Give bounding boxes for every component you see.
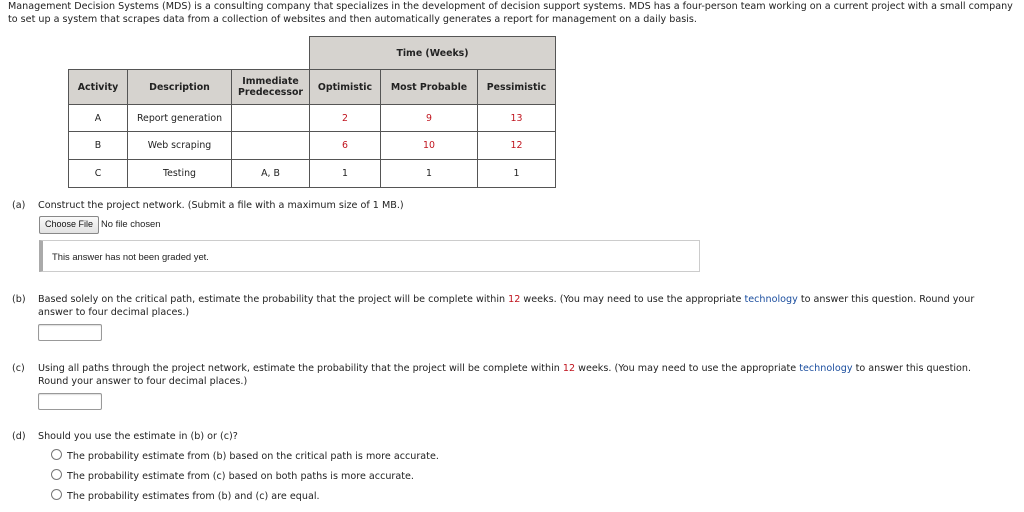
grading-status-box [39,240,700,272]
activity-cell: A [69,105,128,132]
header-predecessor: Immediate Predecessor [232,70,310,105]
activity-cell: B [69,132,128,160]
header-most-probable: Most Probable [381,70,478,105]
radio-button[interactable] [51,489,62,500]
radio-button[interactable] [51,469,62,480]
predecessor-cell [232,105,310,132]
most-probable-cell: 9 [381,105,478,132]
most-probable-cell: 10 [381,132,478,160]
weeks-value: 12 [562,363,576,374]
weeks-value: 12 [508,294,521,305]
radio-option-b[interactable]: The probability estimate from (b) based on the critical path is more accurate. [51,449,439,463]
radio-option-c[interactable]: The probability estimate from (c) based on both paths is more accurate. [51,469,414,483]
table-row [69,105,556,132]
header-activity: Activity [69,70,128,105]
optimistic-cell: 2 [310,105,381,132]
radio-button[interactable] [51,449,62,460]
activity-cell: C [69,160,128,188]
predecessor-cell: A, B [232,160,310,188]
no-file-label: No file chosen [101,218,161,229]
description-cell: Web scraping [128,132,232,160]
technology-link[interactable]: technology [799,363,853,374]
time-weeks-header: Time (Weeks) [310,37,556,70]
part-b-answer-input[interactable] [38,324,102,341]
pessimistic-cell: 1 [478,160,556,188]
description-cell: Testing [128,160,232,188]
most-probable-cell: 1 [381,160,478,188]
activity-time-table [68,36,556,188]
description-cell: Report generation [128,105,232,132]
table-row [69,132,556,160]
header-optimistic: Optimistic [310,70,381,105]
pessimistic-cell: 12 [478,132,556,160]
problem-intro: Management Decision Systems (MDS) is a consulting company that specializes in the development of decision support systems. MDS has a four-person team working on a current project with a small company to set up a system that scrapes data from a collection of websites and then automatically generates a report for management on a daily basis. [8,1,1013,25]
header-pessimistic: Pessimistic [478,70,556,105]
pessimistic-cell: 13 [478,105,556,132]
part-a-question: (a) Construct the project network. (Submit a file with a maximum size of 1 MB.) [12,200,404,211]
part-b-question: (b) Based solely on the critical path, estimate the probability that the project will be complete within 12 weeks. (You may need to use the appropriate technology to answer this question. Round your answer to four decimal places.) [12,294,975,318]
file-upload [39,216,160,234]
optimistic-cell: 1 [310,160,381,188]
part-c-question: (c) Using all paths through the project network, estimate the probability that the project will be complete within 12 weeks. (You may need to use the appropriate technology to answer this question. Round your answer to four decimal places.) [12,363,971,387]
table-row [69,160,556,188]
technology-link[interactable]: technology [744,294,798,305]
part-c-answer-input[interactable] [38,393,102,410]
grading-status-text: This answer has not been graded yet. [52,251,209,262]
header-description: Description [128,70,232,105]
predecessor-cell [232,132,310,160]
part-d-question: (d) Should you use the estimate in (b) or (c)? [12,431,238,442]
radio-option-equal[interactable]: The probability estimates from (b) and (c) are equal. [51,489,320,503]
optimistic-cell: 6 [310,132,381,160]
choose-file-button[interactable]: Choose File [39,216,99,234]
